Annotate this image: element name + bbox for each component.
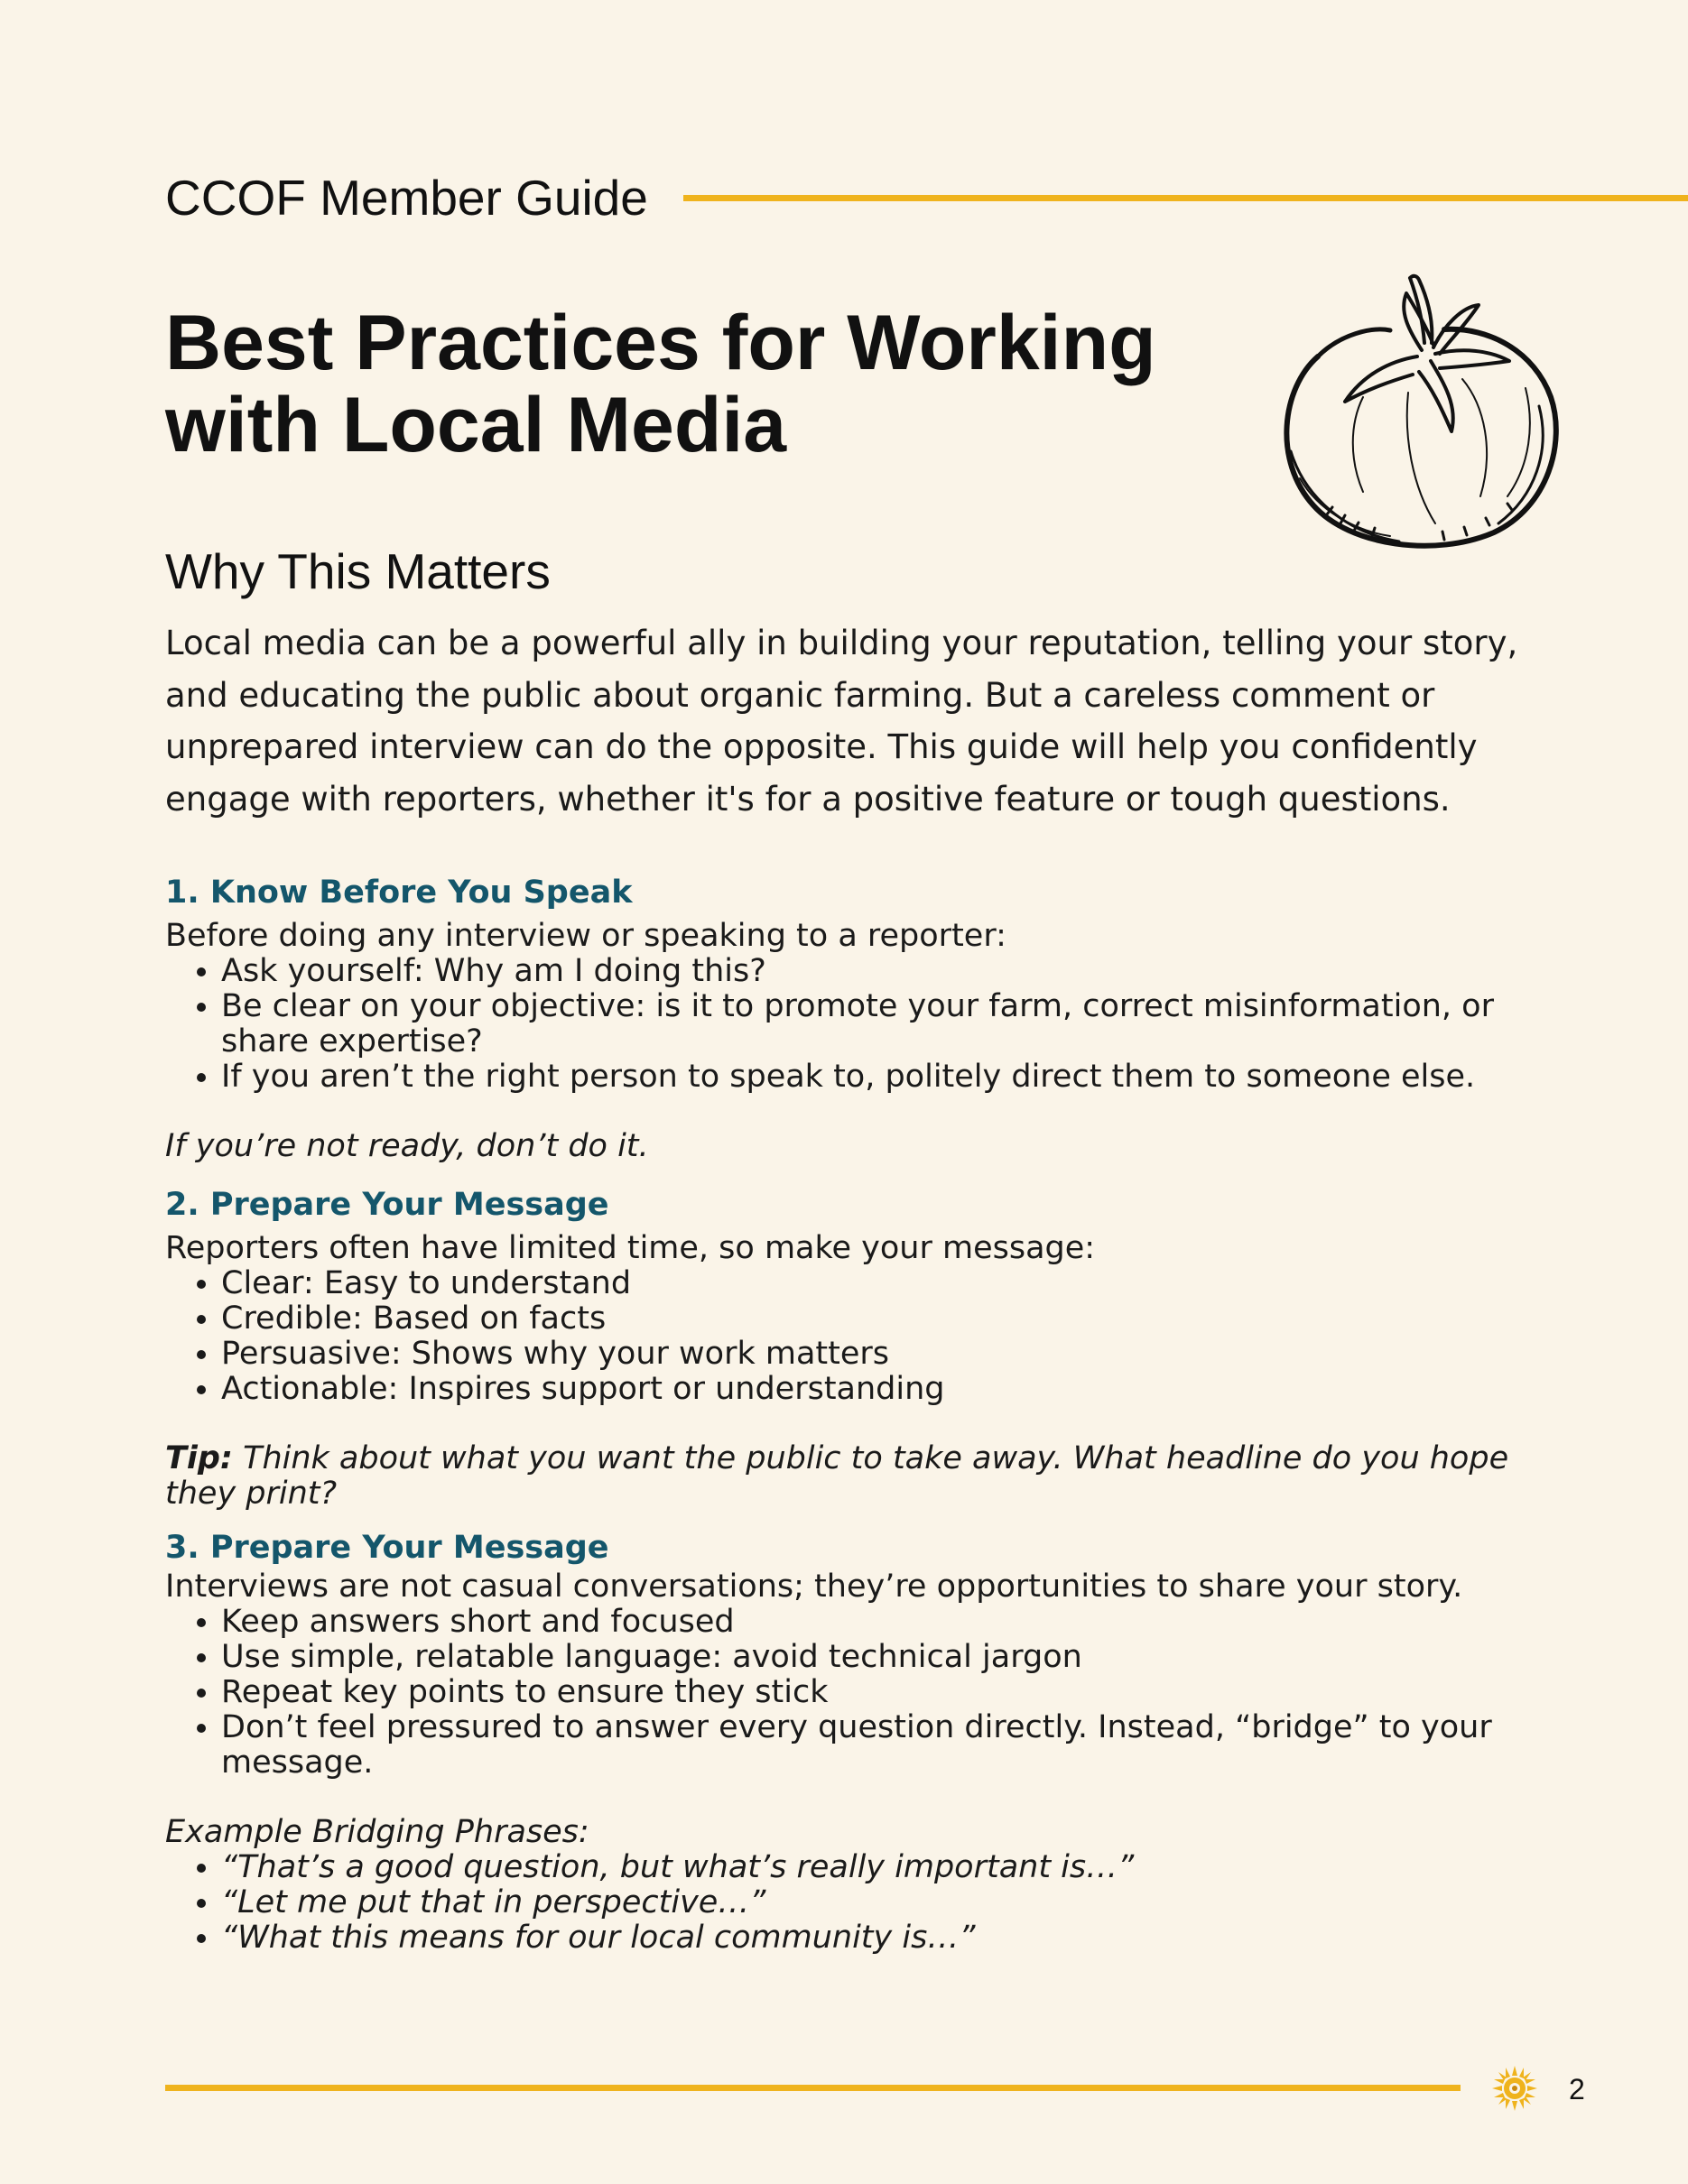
section-3-list <box>165 1605 1546 1781</box>
section-3-heading: 3. Prepare Your Message <box>165 1530 609 1566</box>
list-item: • Be clear on your objective: is it to promote your farm, correct misinformation, or share expertise? <box>221 989 1546 1060</box>
section-1-lead: Before doing any interview or speaking to a reporter: <box>165 918 1006 954</box>
list-item: • “That’s a good question, but what’s really important is…” <box>221 1850 1546 1885</box>
tip-label: Tip: <box>165 1440 233 1476</box>
footer-rule <box>165 2085 1461 2091</box>
sun-logo-icon <box>1491 2065 1538 2112</box>
list-item: • Ask yourself: Why am I doing this? <box>221 954 1546 989</box>
why-this-matters-heading: Why This Matters <box>165 543 551 599</box>
tip-text: Think about what you want the public to take away. What headline do you hope they print? <box>165 1440 1509 1512</box>
header-rule <box>683 195 1688 201</box>
section-1-heading: 1. Know Before You Speak <box>165 875 633 911</box>
page-title: Best Practices for Working with Local Media <box>165 300 1156 468</box>
list-item: • Persuasive: Shows why your work matters <box>221 1337 1546 1372</box>
list-item: • Keep answers short and focused <box>221 1605 1546 1640</box>
page-number: 2 <box>1569 2073 1585 2105</box>
section-2-lead: Reporters often have limited time, so make your message: <box>165 1230 1096 1266</box>
list-item: • Clear: Easy to understand <box>221 1266 1546 1301</box>
section-3-lead: Interviews are not casual conversations; they’re opportunities to share your story. <box>165 1569 1463 1605</box>
list-item: • If you aren’t the right person to speak to, politely direct them to someone else. <box>221 1060 1546 1095</box>
list-item: • “What this means for our local community is…” <box>221 1920 1546 1956</box>
guide-header: CCOF Member Guide <box>165 170 648 226</box>
list-item: • Credible: Based on facts <box>221 1301 1546 1337</box>
examples-label: Example Bridging Phrases: <box>165 1814 589 1850</box>
list-item: • Repeat key points to ensure they stick <box>221 1675 1546 1710</box>
intro-paragraph: Local media can be a powerful ally in building your reputation, telling your story, and educating the public about organic farming. But a careless comment or unprepared interview can do the opposite. This guide will help you confidently engage with reporters, whether it's for a positive feature or tough questions. <box>165 624 1518 819</box>
examples-list <box>165 1850 1546 1956</box>
list-item: • Don’t feel pressured to answer every question directly. Instead, “bridge” to your message. <box>221 1710 1546 1781</box>
section-2-list <box>165 1266 1546 1407</box>
section-1-list <box>165 954 1546 1095</box>
list-item: • Actionable: Inspires support or understanding <box>221 1372 1546 1407</box>
section-1-note: If you’re not ready, don’t do it. <box>165 1128 649 1164</box>
section-2-tip <box>165 1441 1546 1512</box>
guide-content <box>165 866 1546 1956</box>
tomato-illustration-icon <box>1264 271 1571 560</box>
list-item: • Use simple, relatable language: avoid technical jargon <box>221 1640 1546 1675</box>
section-2-heading: 2. Prepare Your Message <box>165 1187 609 1223</box>
list-item: • “Let me put that in perspective…” <box>221 1885 1546 1920</box>
